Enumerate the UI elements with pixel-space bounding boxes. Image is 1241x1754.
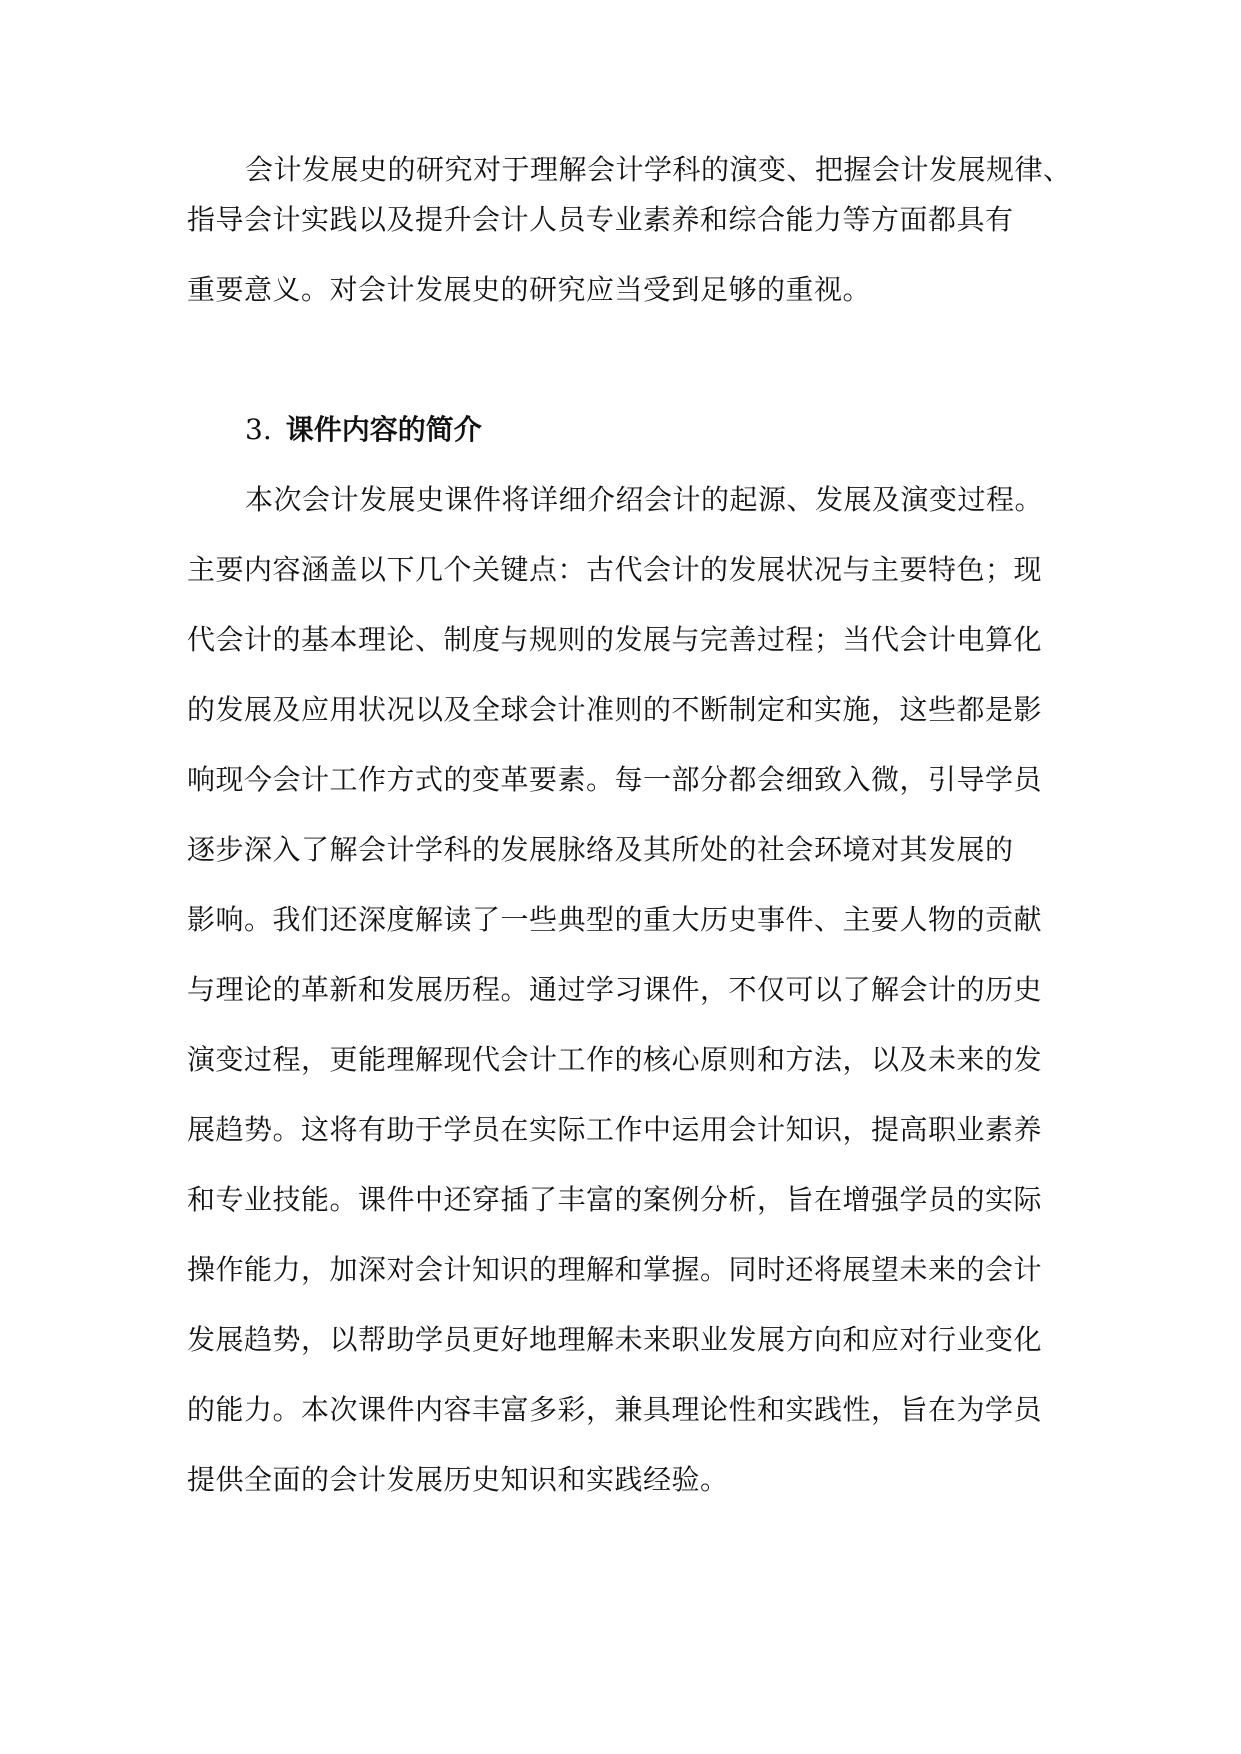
paragraph-line: 主要内容涵盖以下几个关键点：古代会计的发展状况与主要特色；现 xyxy=(187,553,1043,586)
paragraph-line: 提供全面的会计发展历史知识和实践经验。 xyxy=(187,1463,729,1496)
paragraph-line: 操作能力，加深对会计知识的理解和掌握。同时还将展望未来的会计 xyxy=(187,1253,1043,1286)
paragraph-line: 演变过程，更能理解现代会计工作的核心原则和方法，以及未来的发 xyxy=(187,1043,1043,1076)
section-heading xyxy=(245,412,482,448)
paragraph-line: 与理论的革新和发展历程。通过学习课件，不仅可以了解会计的历史 xyxy=(187,973,1043,1006)
paragraph-line: 响现今会计工作方式的变革要素。每一部分都会细致入微，引导学员 xyxy=(187,763,1043,796)
paragraph-line: 的发展及应用状况以及全球会计准则的不断制定和实施，这些都是影 xyxy=(187,693,1043,726)
paragraph-line: 重要意义。对会计发展史的研究应当受到足够的重视。 xyxy=(187,273,872,306)
paragraph-line: 展趋势。这将有助于学员在实际工作中运用会计知识，提高职业素养 xyxy=(187,1113,1043,1146)
paragraph-line: 发展趋势，以帮助学员更好地理解未来职业发展方向和应对行业变化 xyxy=(187,1323,1043,1356)
paragraph-line: 和专业技能。课件中还穿插了丰富的案例分析，旨在增强学员的实际 xyxy=(187,1183,1043,1216)
paragraph-line: 逐步深入了解会计学科的发展脉络及其所处的社会环境对其发展的 xyxy=(187,833,1014,866)
paragraph-line: 本次会计发展史课件将详细介绍会计的起源、发展及演变过程。 xyxy=(245,483,1044,516)
section-number: 3. xyxy=(245,413,272,446)
paragraph-line: 影响。我们还深度解读了一些典型的重大历史事件、主要人物的贡献 xyxy=(187,903,1043,936)
paragraph-line: 指导会计实践以及提升会计人员专业素养和综合能力等方面都具有 xyxy=(187,203,1014,236)
paragraph-line: 会计发展史的研究对于理解会计学科的演变、把握会计发展规律、 xyxy=(245,153,1072,186)
section-title: 课件内容的简介 xyxy=(285,413,482,446)
paragraph-line: 的能力。本次课件内容丰富多彩，兼具理论性和实践性，旨在为学员 xyxy=(187,1393,1043,1426)
paragraph-line: 代会计的基本理论、制度与规则的发展与完善过程；当代会计电算化 xyxy=(187,623,1043,656)
